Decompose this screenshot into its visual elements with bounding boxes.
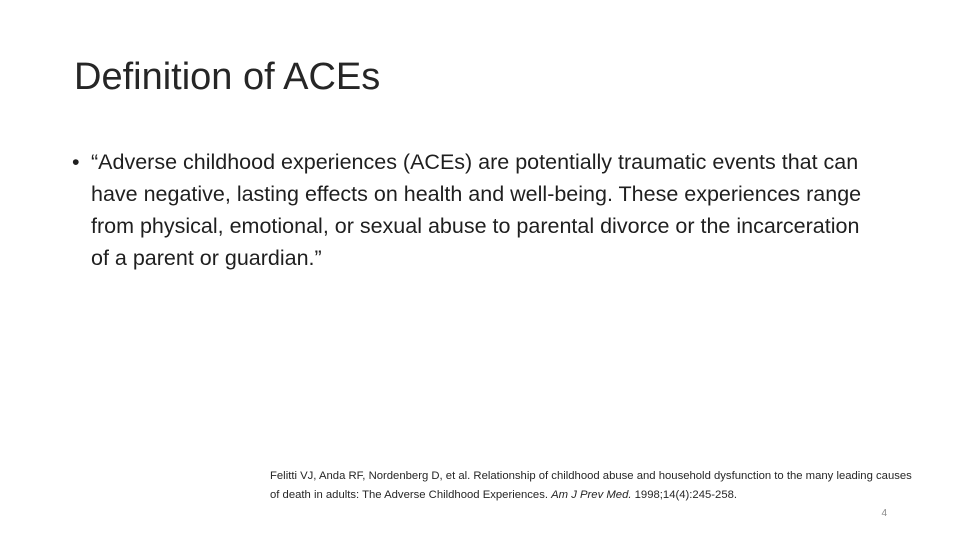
citation-details: 1998;14(4):245-258. xyxy=(634,489,738,501)
slide-title: Definition of ACEs xyxy=(74,56,381,98)
citation-authors-title: Felitti VJ, Anda RF, Nordenberg D, et al. Relationship of childhood abuse and household dysfunction to the many leading causes of death in adults: The Adverse Childhood Experiences. xyxy=(270,470,912,501)
bullet-text: “Adverse childhood experiences (ACEs) are potentially traumatic events that can have negative, lasting effects on health and well-being. These experiences range from physical, emotional, or sexual abuse to parental divorce or the incarceration of a parent or guardian.” xyxy=(91,150,862,270)
bullet-list xyxy=(72,146,872,274)
slide-number: 4 xyxy=(881,508,887,519)
citation-journal: Am J Prev Med. xyxy=(551,489,632,501)
citation xyxy=(270,467,920,505)
bullet-item xyxy=(72,146,872,274)
bullet-marker: • xyxy=(72,150,80,174)
